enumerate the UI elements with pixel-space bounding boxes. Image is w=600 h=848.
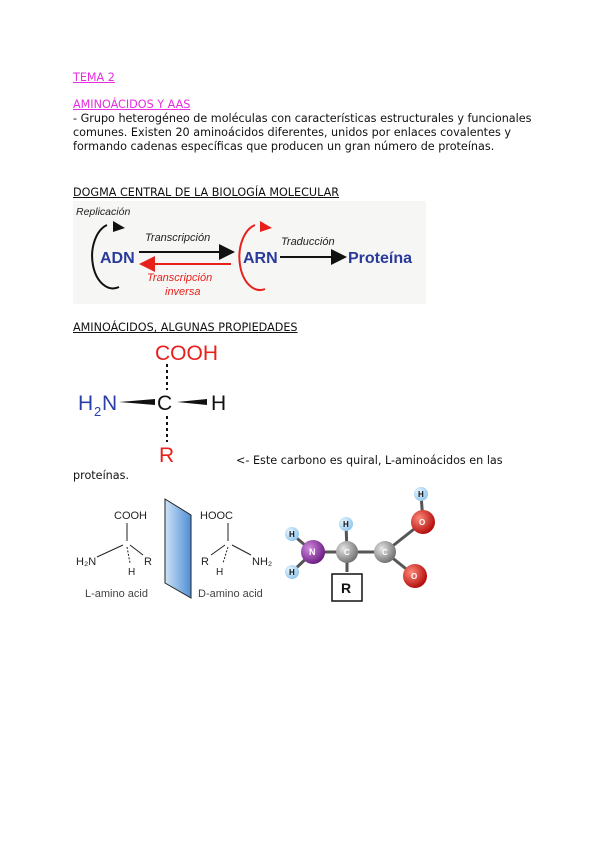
hydrogen-atom-n2-label: H	[289, 568, 295, 577]
aminoacids-heading: AMINOÁCIDOS Y AAS	[73, 98, 191, 111]
aminoacids-paragraph: - Grupo heterogéneo de moléculas con características estructurales y funcionales comunes. Existen 20 aminoácidos diferentes, unidos por enlaces covalentes y formando cadenas específicas que producen un gran número de proteínas.	[73, 112, 532, 153]
d-bond-left	[211, 545, 225, 555]
d-hooc: HOOC	[200, 510, 233, 522]
l-r: R	[144, 556, 152, 568]
carboxyl-carbon-atom-label: C	[382, 548, 388, 557]
amine-n: N	[102, 392, 118, 415]
l-bond-left	[97, 545, 123, 557]
amine-h: H	[78, 392, 94, 415]
topic-heading: TEMA 2	[73, 71, 115, 84]
oxygen-atom-bottom-label: O	[411, 572, 418, 581]
chiral-carbon-note-continued: proteínas.	[73, 469, 130, 482]
rna-loop-arrowhead	[260, 221, 272, 232]
l-label: L-amino acid	[85, 588, 148, 600]
oxygen-atom-top-label: O	[419, 518, 426, 527]
r-group: R	[159, 444, 175, 467]
r-group-box-label: R	[341, 580, 352, 596]
alpha-carbon-atom-label: C	[344, 548, 350, 557]
chiral-carbon: C	[157, 392, 173, 415]
arn-label: ARN	[243, 250, 278, 267]
replication-label: Replicación	[76, 206, 131, 218]
adn-label: ADN	[100, 250, 135, 267]
l-cooh: COOH	[114, 510, 147, 522]
hydrogen-atom-n1-label: H	[289, 530, 295, 539]
d-label: D-amino acid	[198, 588, 263, 600]
translation-label: Traducción	[281, 236, 335, 248]
cooh-group: COOH	[155, 342, 218, 365]
nitrogen-atom-label: N	[309, 547, 316, 557]
mirror-plane	[165, 499, 191, 598]
hydrogen: H	[211, 392, 227, 415]
reverse-transcription-label-1: Transcripción	[147, 272, 213, 284]
enantiomers-figure	[73, 495, 283, 610]
dogma-heading: DOGMA CENTRAL DE LA BIOLOGÍA MOLECULAR	[73, 186, 340, 199]
d-bond-right	[232, 545, 251, 555]
d-r: R	[201, 556, 209, 568]
d-nh2: NH₂	[252, 556, 273, 568]
ball-and-stick-model	[283, 484, 438, 604]
chiral-carbon-note: <- Este carbono es quiral, L-aminoácidos en las	[236, 454, 503, 467]
d-h: H	[216, 567, 224, 578]
reverse-transcription-label-2: inversa	[165, 286, 201, 298]
l-h2n: H₂N	[76, 556, 97, 568]
amine-subscript: 2	[94, 404, 102, 419]
amino-acid-structure	[73, 338, 263, 468]
l-bond-h	[127, 547, 130, 563]
l-bond-right	[130, 545, 143, 555]
protein-label: Proteína	[348, 250, 413, 267]
transcription-label: Transcripción	[145, 232, 211, 244]
replication-loop-arrowhead	[113, 221, 125, 232]
properties-heading: AMINOÁCIDOS, ALGUNAS PROPIEDADES	[73, 321, 298, 334]
d-bond-h	[223, 547, 228, 563]
wedge-bond-left	[119, 399, 155, 405]
hydrogen-atom-top-label: H	[418, 490, 424, 499]
l-h: H	[128, 567, 136, 578]
wedge-bond-right	[177, 399, 207, 405]
hydrogen-atom-c-label: H	[343, 520, 349, 529]
central-dogma-diagram	[73, 201, 426, 304]
